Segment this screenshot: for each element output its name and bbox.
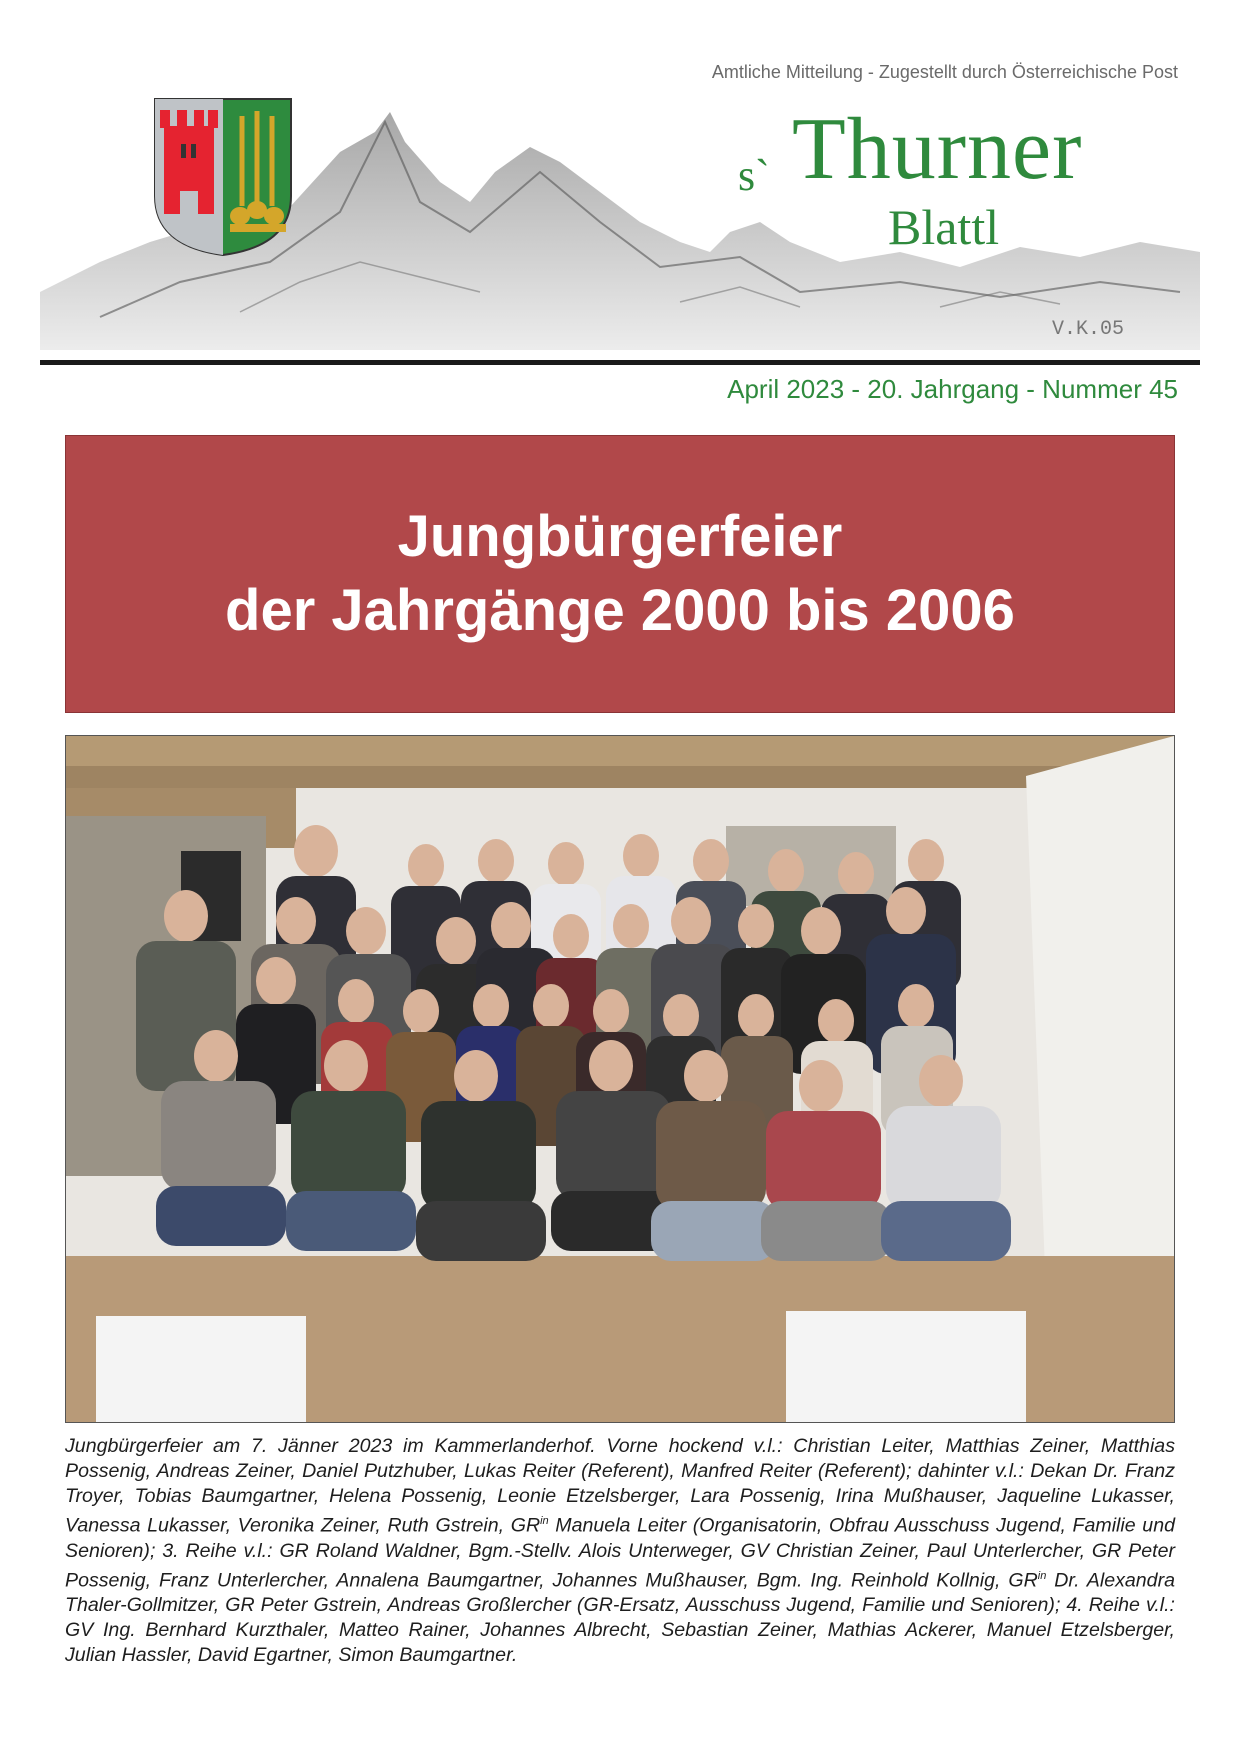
group-photo bbox=[65, 735, 1175, 1423]
headline-banner bbox=[65, 435, 1175, 713]
caption-sup-2: in bbox=[1037, 1569, 1047, 1582]
caption-sup-1: in bbox=[540, 1515, 549, 1527]
masthead-title: Thurner bbox=[792, 101, 1083, 198]
headline-line-1: Jungbürgerfeier bbox=[397, 504, 843, 569]
headline-line-2: der Jahrgänge 2000 bis 2006 bbox=[225, 578, 1015, 643]
issue-line: April 2023 - 20. Jahrgang - Nummer 45 bbox=[727, 374, 1178, 404]
caption-part-2: Manuela Leiter (Organisatorin, Obfrau Ausschuss Jugend, Familie und Senioren); 3. Reihe v.l.: GR Roland Waldner, Bgm.-Stellv. Alois Unterweger, GV Christian Zeiner, Paul Unterlercher, GR Peter Possenig, Franz Unterlercher, Annalena Baumgartner, Johannes Mußhauser, Bgm. Ing. Reinhold Kollnig, GR bbox=[65, 1514, 1175, 1592]
masthead-subtitle: Blattl bbox=[888, 199, 1000, 255]
coat-of-arms-icon bbox=[152, 96, 294, 258]
postal-note: Amtliche Mitteilung - Zugestellt durch Österreichische Post bbox=[711, 62, 1178, 82]
caption-part-3: Dr. Alexandra Thaler-Gollmitzer, GR Peter Gstrein, Andreas Großlercher (GR-Ersatz, Ausschuss Jugend, Familie und Senioren); 4. Reihe v.l.: GV Ing. Bernhard Kurzthaler, Matteo Rainer, Johannes Albrecht, Sebastian Zeiner, Mathias Ackerer, Manuel Etzelsberger, Julian Hassler, David Egartner, Simon Baumgartner. bbox=[65, 1569, 1176, 1667]
caption-part-1: Jungbürgerfeier am 7. Jänner 2023 im Kammerlanderhof. Vorne hockend v.l.: Christian Leiter, Matthias Zeiner, Matthias Possenig, Andreas Zeiner, Daniel Putzhuber, Lukas Reiter (Referent), Manfred Reiter (Referent); dahinter v.l.: Dekan Dr. Franz Troyer, Tobias Baumgartner, Helena Possenig, Leonie Etzelsberger, Lara Possenig, Irina Mußhauser, Jaqueline Lukasser, Vanessa Lukasser, Veronika Zeiner, Ruth Gstrein, GR bbox=[65, 1435, 1175, 1537]
photo-caption bbox=[65, 1434, 1175, 1668]
title-prefix: s` bbox=[738, 151, 770, 200]
artist-signature: V.K.05 bbox=[1052, 318, 1125, 341]
header-divider bbox=[40, 360, 1200, 365]
